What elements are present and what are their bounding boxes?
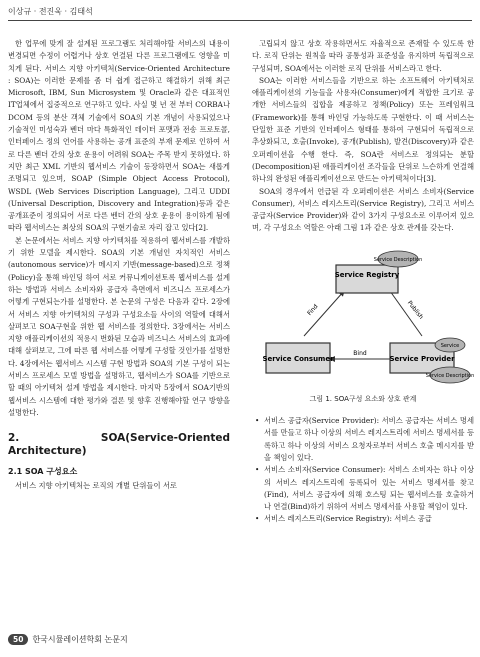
registry-label: Service Registry [334, 270, 400, 279]
paragraph: SOA는 이러한 서비스들을 기반으로 하는 소프트웨어 아키텍처로 애플리케이션의 기능들을 사용자(Consumer)에게 적합한 크기로 공개한 서비스들의 집합을 제공하고 정책(Policy) 또는 프레임워크(Framework)를 통해 바인딩 가능하도록 구현한다. 이 때 서비스는 단일한 표준 기반의 인터페이스 형태를 통하여 구현되어 독립적으로 추상화되고, 호출(Invoke), 공개(Publish), 발견(Discovery)과 같은 오퍼레이션을 수행 한다. 즉, SOA란 서비스로 정의되는 분할(Decomposition)된 애플리케이션 조각들을 단위로 느슨하게 연결해 하나의 완성된 애플리케이션으로 만드는 아키텍처이다[3]. [252, 75, 474, 184]
registry-description-label: Service Description [373, 256, 423, 263]
left-column [8, 38, 230, 492]
publish-label: Publish [405, 299, 425, 321]
figure-caption: 그림 1. SOA구성 요소와 상호 관계 [309, 394, 417, 403]
paragraph: 본 논문에서는 서비스 지향 아키텍처를 적용하여 웹서비스를 개발하기 위한 모델을 제시한다. SOA의 기본 개념인 자치적인 서비스(autonomous service)가 메시지 기반(message-based)으로 정책(Policy)을 통해 바인딩 하여 서로 커뮤니케이션토록 웹서비스를 설계하는 방법과 서비스 소비자와 공급자 측면에서 비즈니스 프로세스가 어떻게 구현되는가를 설명한다. 본 논문의 구성은 다음과 같다. 2장에서 서비스 지향 아키텍처의 구성과 구성요소들 사이의 역할에 대해서 살펴보고 SOA구현을 위한 웹 서비스를 정의한다. 3장에서는 서비스 지향 애플리케이션의 적용시 번화된 모습과 비즈니스 서비스의 효과에 대해 살펴보고, 그에 따른 웹 서비스를 어떻게 구성할 것인가를 설명한다. 4장에서는 웹서비스 시스템 구현 방법과 SOA의 기본 구성이 되는 서비스 프로세스 모델 방법을 설명하고, 웹서비스가 SOA를 기반으로 할 때의 아키텍쳐 설계 방법을 제시한다. 마지막 5장에서 SOA기반의 웹서비스 시스템에 대한 평가와 결론 및 향후 진행해야할 연구 방향을 설명한다. [8, 235, 230, 417]
list-item: • 서비스 공급자(Service Provider): 서비스 공급자는 서비스 명세서를 만들고 하나 이상의 서비스 레지스트리에 서비스 명세서를 등록하고 하나 이상의 서비스 요청자로부터 서비스 호출 메시지를 받을 책임이 있다. [264, 415, 474, 464]
service-label: Service [440, 342, 460, 349]
component-list [252, 415, 474, 526]
running-header: 이상규 · 전진욱 · 김태석 [8, 7, 93, 16]
header-rule [8, 20, 472, 21]
paragraph: SOA의 경우에서 언급된 각 오퍼레이션은 서비스 소비자(Service Consumer), 서비스 레지스트리(Service Registry), 그리고 서비스 공급자(Service Provider)와 같이 3가지 구성요소로 이루어져 있으며, 각 구성요소 역할은 아래 그림 1과 같은 상호 관계를 갖는다. [252, 186, 474, 233]
soa-figure [252, 241, 474, 391]
find-label: Find [306, 302, 320, 317]
paragraph: 고립되지 않고 상호 작용하면서도 자율적으로 존재할 수 있도록 한다. 로직 단위는 원칙을 따라 공통성과 표준성을 유지하며 독립적으로 구성되며, SOA에서는 이러한 로직 단위를 서비스라고 한다. [252, 39, 474, 73]
consumer-label: Service Consumer [262, 354, 334, 363]
soa-diagram [252, 241, 474, 391]
right-column [252, 38, 474, 526]
page-number: 50 [8, 634, 28, 645]
paragraph: 서비스 지향 아키텍처는 로직의 개별 단위들이 서로 [15, 481, 177, 491]
section-heading: 2. SOA(Service-Oriented Architecture) [8, 432, 230, 457]
journal-name: 한국시뮬레이션학회 논문지 [32, 635, 128, 644]
bind-label: Bind [353, 349, 367, 357]
paragraph: 한 업무에 맞게 잘 설계된 프로그램도 처리해야할 서비스의 내용이 변경되면 수정이 어렵거나 상호 연결된 다른 프로그램에도 영향을 미치게 된다. 서비스 지향 아키텍처(Service-Oriented Architecture : SOA)는 이러한 문제를 좀 더 쉽게 접근하고 해결하기 위해 최근 Microsoft, IBM, Sun Microsystem 및 Oracle과 같은 대표적인 IT업체에서 집중적으로 연구하고 있다. 사실 몇 년 전 부터 CORBA나 DCOM 등의 분산 객체 기술에서 SOA의 기본 개념이 사용되었으나 기술적인 미성숙과 벤더 마다 특화적인 데이터 포맷과 전송 프로토콜, 인터페이스 정의 언어를 사용하는 공개 표준의 부재 문제로 인하여 서로 다른 벤더 간의 상호 운용이 어려워 SOA는 주목 받지 못하였다. 하지만 최근 XML 기반의 웹서비스 기술이 등장하면서 SOA는 새롭게 조명되고 있으며, SOAP (Simple Object Access Protocol), WSDL (Web Services Discription Language), 그리고 UDDI (Universal Description, Discovery and Integration)등과 같은 공개표준이 정의되어 서로 다른 벤더 간의 상호 운용이 용이하게 됨에 따라 웹서비스는 최상의 SOA의 구현기술로 자리 잡고 있다[2]. [8, 39, 230, 233]
list-item: • 서비스 레지스트리(Service Registry): 서비스 공급 [264, 513, 474, 525]
list-item: • 서비스 소비자(Service Consumer): 서비스 소비자는 하나 이상의 서비스 레지스트리에 등록되어 있는 서비스 명세서를 찾고(Find), 서비스 공급자에 의해 호스팅 되는 웹서비스를 호출하거나 연결(Bind)하기 위하여 서비스 명세서를 사용할 책임이 있다. [264, 464, 474, 513]
provider-label: Service Provider [389, 354, 455, 363]
subsection-heading: 2.1 SOA 구성요소 [8, 466, 78, 476]
page-footer [8, 634, 128, 645]
registry-box [336, 265, 398, 293]
provider-description-label: Service Description [425, 372, 474, 379]
